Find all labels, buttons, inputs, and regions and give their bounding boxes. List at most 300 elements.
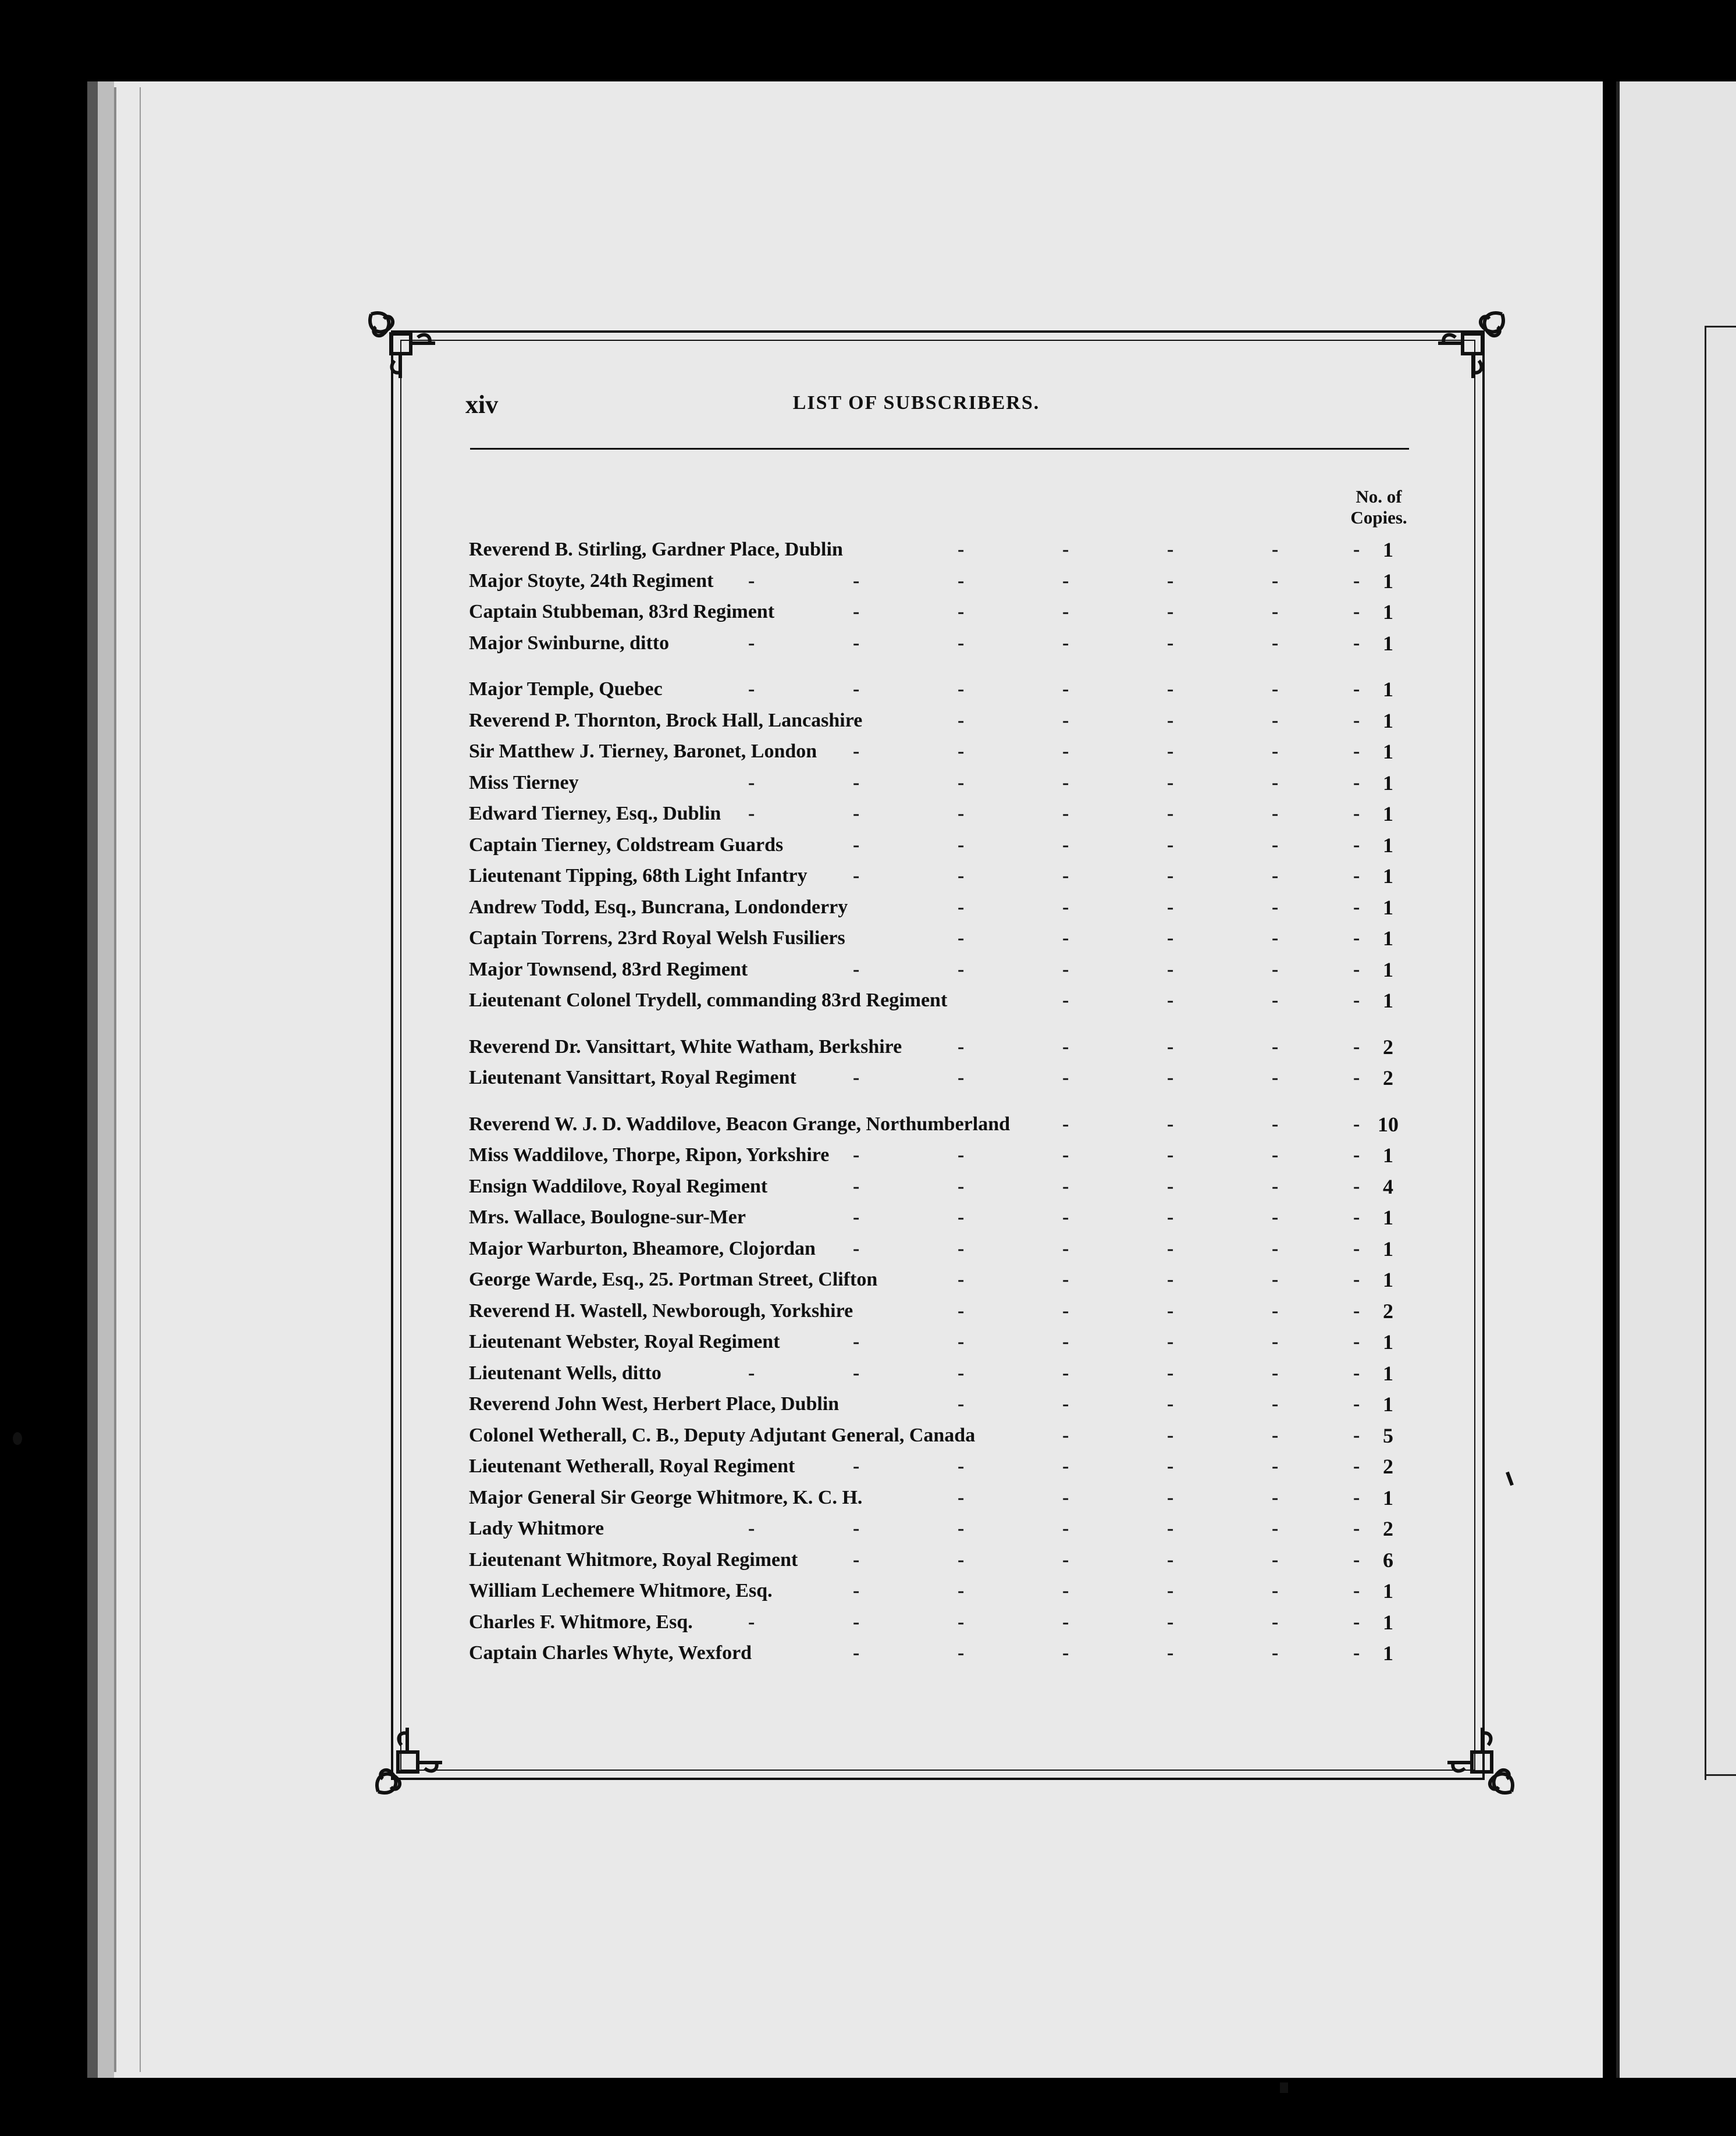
leader-dash: - (958, 1035, 965, 1058)
page-number: xiv (465, 390, 499, 419)
subscriber-name: William Lechemere Whitmore, Esq. (469, 1580, 773, 1601)
copies-count: 1 (1383, 631, 1393, 655)
list-item (469, 831, 1411, 860)
leader-dash: - (1062, 1580, 1069, 1601)
copies-count: 1 (1383, 740, 1393, 763)
leader-dash: - (1353, 601, 1360, 622)
subscriber-name: Reverend B. Stirling, Gardner Place, Dublin (469, 539, 843, 560)
header-rule (470, 448, 1409, 450)
leader-dash: - (1167, 1269, 1174, 1290)
leader-dash: - (1353, 1611, 1360, 1633)
leader-dash: - (853, 1580, 860, 1601)
leader-dash: - (1167, 927, 1174, 949)
ink-speck (1280, 2082, 1288, 2093)
subscriber-name: George Warde, Esq., 25. Portman Street, Clifton (469, 1269, 878, 1290)
leader-dash: - (1353, 1331, 1360, 1352)
leader-dash: - (1167, 1580, 1174, 1601)
leader-dash: - (1167, 1486, 1174, 1508)
list-item (469, 893, 1411, 922)
copies-header-line2: Copies. (1350, 507, 1407, 528)
leader-dash: - (1062, 1175, 1069, 1197)
leader-dash: - (1272, 1455, 1279, 1477)
subscriber-name: Major Stoyte, 24th Regiment (469, 569, 714, 592)
list-item (469, 675, 1411, 704)
leader-dash: - (748, 771, 755, 793)
leader-dash: - (1272, 678, 1279, 700)
leader-dash: - (1353, 1518, 1360, 1539)
subscriber-name: Major Townsend, 83rd Regiment (469, 958, 748, 980)
leader-dash: - (1167, 1113, 1174, 1135)
leader-dash: - (1272, 1237, 1279, 1259)
leader-dash: - (1062, 709, 1069, 731)
book-spine (98, 81, 114, 2078)
subscriber-name: Lieutenant Wells, ditto (469, 1362, 661, 1384)
list-item (469, 597, 1411, 626)
leader-dash: - (958, 569, 965, 592)
leader-dash: - (958, 927, 965, 949)
leader-dash: - (1167, 1144, 1174, 1166)
leader-dash: - (958, 678, 965, 700)
copies-count: 1 (1383, 1268, 1393, 1291)
leader-dash: - (1167, 601, 1174, 622)
leader-dash: - (1353, 1362, 1360, 1384)
list-item (469, 1203, 1411, 1232)
leader-dash: - (1167, 989, 1174, 1011)
leader-dash: - (1353, 741, 1360, 762)
leader-dash: - (1272, 1642, 1279, 1664)
subscriber-name: Major Temple, Quebec (469, 678, 663, 700)
subscriber-name: Reverend H. Wastell, Newborough, Yorkshire (469, 1300, 853, 1322)
subscriber-name: Lady Whitmore (469, 1518, 604, 1539)
leader-dash: - (958, 1237, 965, 1259)
leader-dash: - (1272, 771, 1279, 793)
list-item (469, 1141, 1411, 1170)
subscriber-name: Colonel Wetherall, C. B., Deputy Adjutant General, Canada (469, 1424, 976, 1446)
list-item (469, 768, 1411, 798)
leader-dash: - (1062, 1518, 1069, 1539)
leader-dash: - (1167, 1175, 1174, 1197)
leader-dash: - (1062, 632, 1069, 654)
leader-dash: - (1062, 539, 1069, 560)
leader-dash: - (1272, 741, 1279, 762)
copies-count: 2 (1383, 1455, 1393, 1478)
page-title: LIST OF SUBSCRIBERS. (792, 392, 1040, 414)
leader-dash: - (958, 1518, 965, 1539)
leader-dash: - (1272, 632, 1279, 654)
leader-dash: - (1272, 539, 1279, 560)
leader-dash: - (853, 1206, 860, 1228)
leader-dash: - (1062, 1113, 1069, 1135)
leader-dash: - (1167, 1393, 1174, 1415)
copies-count: 1 (1383, 1610, 1393, 1634)
copies-count: 2 (1383, 1035, 1393, 1059)
book-spine-shadow (87, 81, 98, 2078)
subscriber-name: Captain Stubbeman, 83rd Regiment (469, 601, 775, 622)
copies-count: 1 (1383, 1486, 1393, 1510)
leader-dash: - (853, 1362, 860, 1384)
leader-dash: - (853, 678, 860, 700)
leader-dash: - (1272, 1113, 1279, 1135)
copies-count: 1 (1383, 709, 1393, 732)
subscriber-name: Ensign Waddilove, Royal Regiment (469, 1175, 768, 1197)
leader-dash: - (1167, 1206, 1174, 1228)
leader-dash: - (958, 834, 965, 856)
leader-dash: - (1062, 1237, 1069, 1259)
leader-dash: - (958, 958, 965, 980)
list-item (469, 629, 1411, 658)
subscriber-name: Reverend Dr. Vansittart, White Watham, Berkshire (469, 1035, 902, 1058)
list-item (469, 1390, 1411, 1419)
leader-dash: - (1167, 1067, 1174, 1088)
subscriber-name: Mrs. Wallace, Boulogne-sur-Mer (469, 1206, 746, 1228)
leader-dash: - (1272, 834, 1279, 856)
subscriber-name: Miss Waddilove, Thorpe, Ripon, Yorkshire (469, 1144, 830, 1166)
facing-page-border (1705, 1774, 1736, 1776)
leader-dash: - (1062, 1455, 1069, 1477)
subscriber-name: Reverend P. Thornton, Brock Hall, Lancashire (469, 709, 863, 731)
list-item (469, 1576, 1411, 1605)
leader-dash: - (1062, 1300, 1069, 1322)
subscriber-name: Lieutenant Whitmore, Royal Regiment (469, 1548, 798, 1571)
list-item (469, 955, 1411, 984)
leader-dash: - (958, 1206, 965, 1228)
leader-dash: - (1062, 1424, 1069, 1446)
leader-dash: - (1167, 896, 1174, 918)
leader-dash: - (1353, 1642, 1360, 1664)
leader-dash: - (1272, 1424, 1279, 1446)
copies-count: 1 (1383, 833, 1393, 857)
leader-dash: - (1272, 1331, 1279, 1352)
subscriber-name: Reverend John West, Herbert Place, Dublin (469, 1393, 839, 1415)
copies-count: 1 (1383, 1330, 1393, 1354)
leader-dash: - (1353, 1175, 1360, 1197)
subscriber-name: Miss Tierney (469, 771, 579, 793)
subscriber-name: Charles F. Whitmore, Esq. (469, 1611, 693, 1633)
copies-count: 2 (1383, 1066, 1393, 1090)
leader-dash: - (958, 601, 965, 622)
leader-dash: - (1353, 1035, 1360, 1058)
copies-count: 1 (1383, 1237, 1393, 1261)
copies-count: 1 (1383, 1642, 1393, 1665)
leader-dash: - (1167, 1300, 1174, 1322)
leader-dash: - (1353, 1580, 1360, 1601)
copies-count: 1 (1383, 957, 1393, 981)
list-item (469, 1452, 1411, 1481)
leader-dash: - (958, 1611, 965, 1633)
leader-dash: - (1272, 1144, 1279, 1166)
list-item (469, 1063, 1411, 1092)
leader-dash: - (1353, 865, 1360, 887)
copies-count: 1 (1383, 1579, 1393, 1603)
leader-dash: - (1167, 709, 1174, 731)
list-item (469, 1297, 1411, 1326)
leader-dash: - (1272, 601, 1279, 622)
copies-header-line1: No. of (1356, 486, 1402, 507)
leader-dash: - (958, 1486, 965, 1508)
leader-dash: - (958, 1580, 965, 1601)
leader-dash: - (1272, 958, 1279, 980)
list-item (469, 706, 1411, 735)
copies-count: 1 (1383, 927, 1393, 950)
leader-dash: - (1272, 1486, 1279, 1508)
leader-dash: - (1167, 678, 1174, 700)
leader-dash: - (958, 1548, 965, 1571)
leader-dash: - (1062, 927, 1069, 949)
list-item (469, 924, 1411, 953)
leader-dash: - (958, 1331, 965, 1352)
leader-dash: - (1062, 1331, 1069, 1352)
leader-dash: - (958, 1269, 965, 1290)
leader-dash: - (1272, 1035, 1279, 1058)
leader-dash: - (958, 1362, 965, 1384)
leader-dash: - (1062, 741, 1069, 762)
spine-rule (114, 87, 116, 2072)
copies-count: 1 (1383, 864, 1393, 888)
leader-dash: - (853, 1642, 860, 1664)
leader-dash: - (1353, 1424, 1360, 1446)
list-item (469, 1639, 1411, 1668)
fleur-de-lis-ornament-icon (1442, 1722, 1523, 1803)
leader-dash: - (1062, 1035, 1069, 1058)
leader-dash: - (1353, 1206, 1360, 1228)
leader-dash: - (1272, 927, 1279, 949)
leader-dash: - (1272, 1548, 1279, 1571)
leader-dash: - (1167, 958, 1174, 980)
copies-count: 2 (1383, 1517, 1393, 1540)
leader-dash: - (958, 896, 965, 918)
leader-dash: - (1353, 1548, 1360, 1571)
leader-dash: - (853, 1518, 860, 1539)
facing-page-border (1705, 326, 1736, 327)
leader-dash: - (1272, 1362, 1279, 1384)
leader-dash: - (1353, 539, 1360, 560)
leader-dash: - (958, 1175, 965, 1197)
leader-dash: - (958, 1300, 965, 1322)
list-item (469, 737, 1411, 766)
leader-dash: - (1353, 958, 1360, 980)
copies-count: 1 (1383, 678, 1393, 701)
leader-dash: - (1167, 771, 1174, 793)
leader-dash: - (1272, 1300, 1279, 1322)
leader-dash: - (1353, 1067, 1360, 1088)
copies-count: 1 (1383, 989, 1393, 1012)
leader-dash: - (853, 1548, 860, 1571)
leader-dash: - (1062, 896, 1069, 918)
leader-dash: - (1272, 1175, 1279, 1197)
leader-dash: - (1353, 1144, 1360, 1166)
copies-count: 1 (1383, 538, 1393, 561)
leader-dash: - (853, 771, 860, 793)
leader-dash: - (853, 741, 860, 762)
copies-count: 1 (1383, 771, 1393, 795)
leader-dash: - (1167, 1642, 1174, 1664)
copies-count: 1 (1383, 1144, 1393, 1167)
list-item (469, 1483, 1411, 1512)
list-item (469, 535, 1411, 564)
leader-dash: - (853, 569, 860, 592)
leader-dash: - (1062, 1611, 1069, 1633)
leader-dash: - (1353, 709, 1360, 731)
leader-dash: - (853, 958, 860, 980)
leader-dash: - (1167, 803, 1174, 824)
leader-dash: - (1062, 1362, 1069, 1384)
copies-count: 1 (1383, 1393, 1393, 1416)
facing-page-edge (1616, 81, 1736, 2078)
leader-dash: - (1272, 1518, 1279, 1539)
list-item (469, 1234, 1411, 1263)
leader-dash: - (1353, 1113, 1360, 1135)
list-item (469, 1033, 1411, 1062)
list-item (469, 1327, 1411, 1357)
leader-dash: - (853, 1144, 860, 1166)
leader-dash: - (958, 771, 965, 793)
leader-dash: - (1062, 1269, 1069, 1290)
leader-dash: - (1272, 989, 1279, 1011)
leader-dash: - (1167, 865, 1174, 887)
subscriber-name: Lieutenant Wetherall, Royal Regiment (469, 1455, 795, 1477)
subscriber-name: Lieutenant Tipping, 68th Light Infantry (469, 865, 807, 887)
fleur-de-lis-ornament-icon (1432, 302, 1514, 384)
leader-dash: - (1353, 632, 1360, 654)
leader-dash: - (1353, 834, 1360, 856)
copies-column-header (1338, 486, 1420, 528)
leader-dash: - (853, 632, 860, 654)
leader-dash: - (1272, 1393, 1279, 1415)
list-item (469, 1421, 1411, 1450)
leader-dash: - (1167, 1331, 1174, 1352)
subscriber-name: Major Warburton, Bheamore, Clojordan (469, 1237, 816, 1259)
copies-count: 1 (1383, 802, 1393, 825)
leader-dash: - (1353, 1237, 1360, 1259)
leader-dash: - (1167, 569, 1174, 592)
leader-dash: - (853, 865, 860, 887)
subscriber-name: Edward Tierney, Esq., Dublin (469, 803, 721, 824)
leader-dash: - (1062, 1206, 1069, 1228)
leader-dash: - (1353, 1486, 1360, 1508)
list-item (469, 1359, 1411, 1388)
leader-dash: - (958, 803, 965, 824)
subscriber-name: Lieutenant Colonel Trydell, commanding 83rd Regiment (469, 989, 948, 1011)
subscriber-name: Andrew Todd, Esq., Buncrana, Londonderry (469, 896, 848, 918)
list-item (469, 1514, 1411, 1543)
leader-dash: - (958, 1642, 965, 1664)
leader-dash: - (1167, 632, 1174, 654)
leader-dash: - (1062, 601, 1069, 622)
leader-dash: - (1062, 989, 1069, 1011)
leader-dash: - (1272, 1580, 1279, 1601)
leader-dash: - (958, 1455, 965, 1477)
list-item (469, 986, 1411, 1015)
leader-dash: - (748, 1611, 755, 1633)
leader-dash: - (1167, 1424, 1174, 1446)
list-item (469, 567, 1411, 596)
leader-dash: - (853, 1067, 860, 1088)
page-gutter (1616, 81, 1620, 2078)
leader-dash: - (1353, 1455, 1360, 1477)
leader-dash: - (853, 803, 860, 824)
leader-dash: - (1272, 1611, 1279, 1633)
leader-dash: - (748, 678, 755, 700)
leader-dash: - (748, 1518, 755, 1539)
list-item (469, 1608, 1411, 1637)
list-item (469, 861, 1411, 891)
leader-dash: - (1272, 1206, 1279, 1228)
subscriber-name: Lieutenant Vansittart, Royal Regiment (469, 1067, 796, 1088)
leader-dash: - (1062, 678, 1069, 700)
leader-dash: - (1167, 1455, 1174, 1477)
leader-dash: - (1353, 1269, 1360, 1290)
leader-dash: - (1272, 865, 1279, 887)
leader-dash: - (748, 632, 755, 654)
leader-dash: - (748, 803, 755, 824)
subscriber-name: Lieutenant Webster, Royal Regiment (469, 1331, 780, 1352)
leader-dash: - (748, 1362, 755, 1384)
leader-dash: - (1353, 896, 1360, 918)
list-item (469, 799, 1411, 828)
copies-count: 5 (1383, 1423, 1393, 1447)
copies-count: 1 (1383, 600, 1393, 624)
copies-count: 1 (1383, 1206, 1393, 1229)
leader-dash: - (1167, 1035, 1174, 1058)
copies-count: 10 (1378, 1112, 1399, 1136)
subscriber-name: Reverend W. J. D. Waddilove, Beacon Grange, Northumberland (469, 1113, 1011, 1135)
leader-dash: - (1167, 539, 1174, 560)
leader-dash: - (1272, 896, 1279, 918)
leader-dash: - (1272, 1269, 1279, 1290)
leader-dash: - (958, 632, 965, 654)
leader-dash: - (958, 1393, 965, 1415)
leader-dash: - (1167, 1518, 1174, 1539)
leader-dash: - (853, 1331, 860, 1352)
copies-count: 1 (1383, 1361, 1393, 1385)
list-item (469, 1110, 1411, 1139)
leader-dash: - (1062, 569, 1069, 592)
leader-dash: - (1167, 1611, 1174, 1633)
leader-dash: - (1272, 1067, 1279, 1088)
subscriber-name: Captain Charles Whyte, Wexford (469, 1642, 752, 1664)
spine-rule (140, 87, 141, 2072)
leader-dash: - (1062, 1393, 1069, 1415)
leader-dash: - (958, 1144, 965, 1166)
leader-dash: - (1062, 1144, 1069, 1166)
leader-dash: - (1353, 678, 1360, 700)
leader-dash: - (958, 741, 965, 762)
leader-dash: - (1353, 1393, 1360, 1415)
leader-dash: - (1062, 1486, 1069, 1508)
ink-speck (13, 1432, 22, 1445)
fleur-de-lis-ornament-icon (367, 1722, 448, 1803)
leader-dash: - (1062, 1067, 1069, 1088)
facing-page-border (1705, 326, 1706, 1780)
leader-dash: - (1167, 1548, 1174, 1571)
leader-dash: - (1167, 834, 1174, 856)
leader-dash: - (958, 709, 965, 731)
subscriber-name: Captain Torrens, 23rd Royal Welsh Fusiliers (469, 927, 845, 949)
copies-count: 1 (1383, 569, 1393, 593)
leader-dash: - (1353, 989, 1360, 1011)
leader-dash: - (1062, 865, 1069, 887)
leader-dash: - (853, 1455, 860, 1477)
leader-dash: - (1353, 927, 1360, 949)
fleur-de-lis-ornament-icon (360, 302, 441, 384)
copies-count: 2 (1383, 1299, 1393, 1323)
leader-dash: - (1062, 834, 1069, 856)
list-item (469, 1546, 1411, 1575)
leader-dash: - (1353, 771, 1360, 793)
leader-dash: - (958, 1067, 965, 1088)
leader-dash: - (1167, 741, 1174, 762)
copies-count: 4 (1383, 1174, 1393, 1198)
